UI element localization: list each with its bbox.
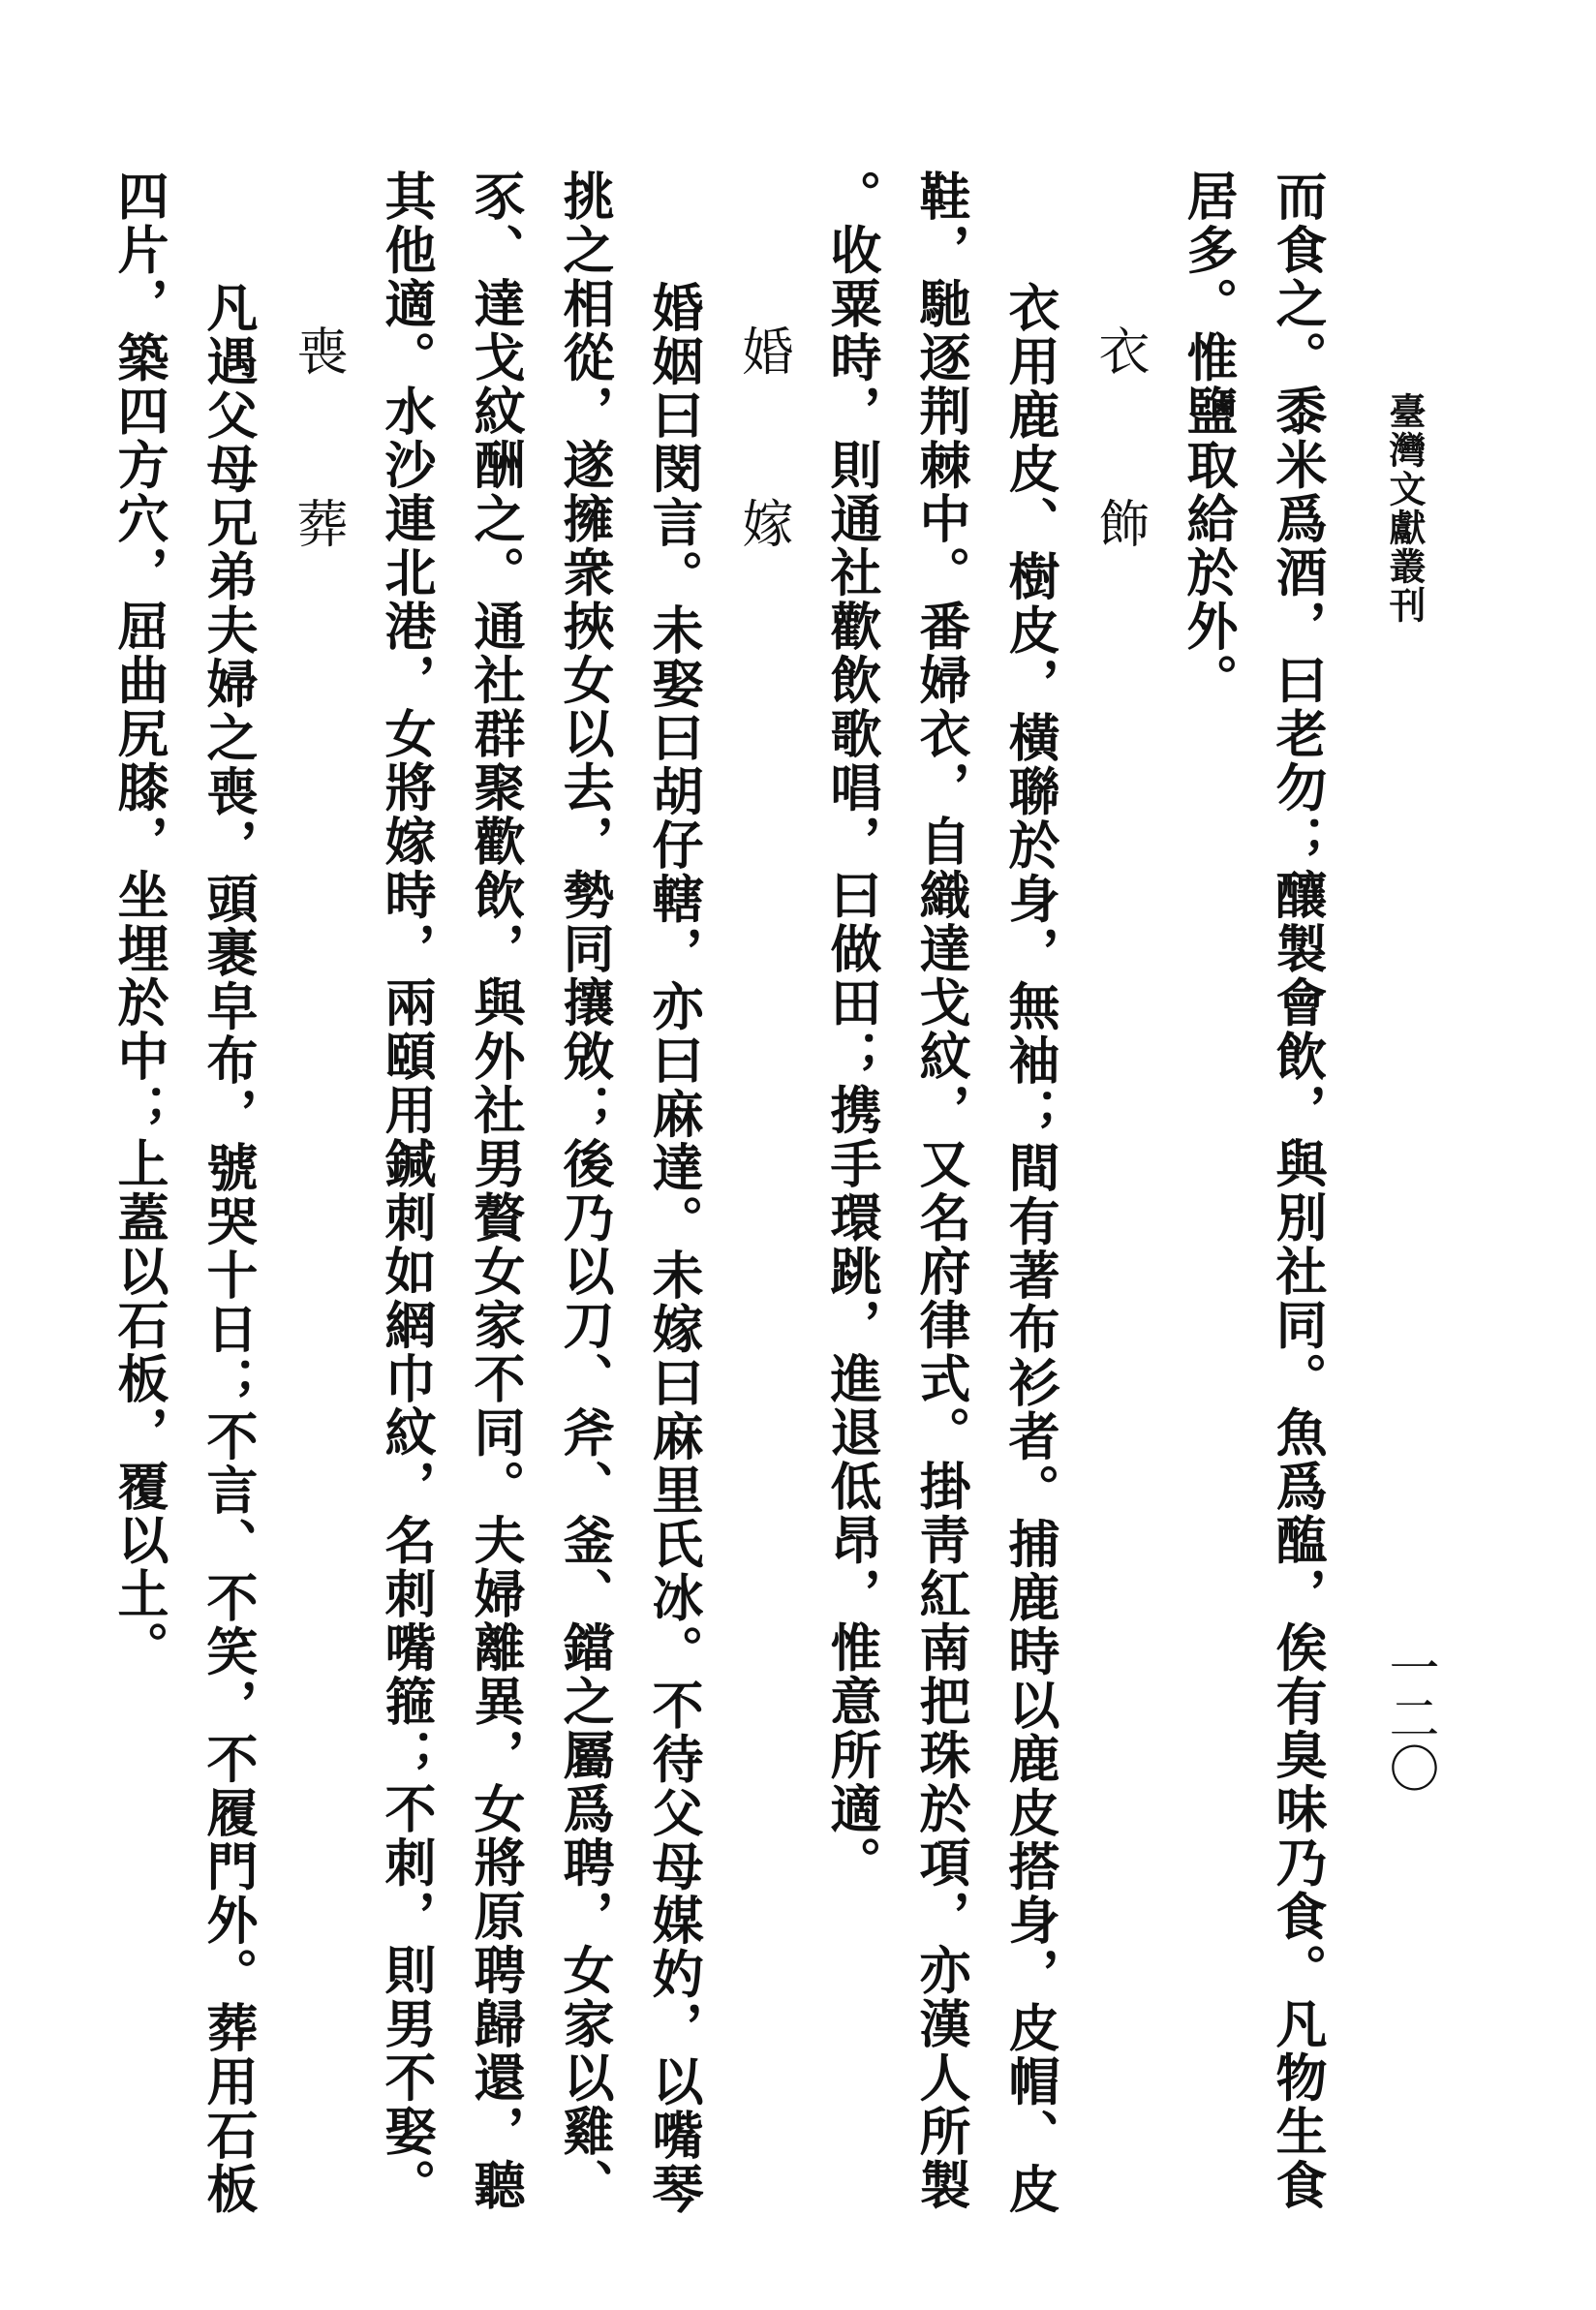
text-column-10: 豕、達戈紋酬之。通社群聚歡飲，與外社男贅女家不同。夫婦離異，女將原聘歸還，聽 (466, 169, 526, 2212)
text-column-1: 而食之。黍米爲酒，曰老勿；釀製會飲，與別社同。魚爲醢，俟有臭味乃食。凡物生食 (1268, 169, 1328, 2212)
text-column-5: 鞋，馳逐荆棘中。番婦衣，自織達戈紋，又名府律式。掛靑紅南把珠於項，亦漢人所製 (911, 169, 971, 2212)
text-column-11: 其他適。水沙連北港，女將嫁時，兩頤用鍼刺如網巾紋，名刺嘴箍；不刺，則男不娶。 (377, 169, 437, 2212)
text-column-6: 。收粟時，則通社歡飲歌唱，曰做田；携手環跳，進退低昂，惟意所適。 (822, 169, 882, 1890)
text-column-8: 婚姻曰閔言。未娶曰胡仔轄，亦曰麻達。未嫁曰麻里氏冰。不待父母媒妁，以嘴琴 (644, 281, 704, 2216)
text-column-13: 凡遇父母兄弟夫婦之喪，頭裹皁布，號哭十日；不言、不笑，不履門外。葬用石板 (199, 281, 259, 2216)
page-number: 一二〇 (1380, 1642, 1438, 1793)
section-heading-clothing: 衣 飾 (1090, 324, 1150, 583)
running-header-title: 臺灣文獻叢刊 (1383, 392, 1427, 625)
text-column-4: 衣用鹿皮、樹皮，橫聯於身，無袖；間有著布衫者。捕鹿時以鹿皮搭身，皮帽、皮 (1000, 281, 1060, 2216)
section-heading-marriage: 婚 嫁 (734, 324, 793, 583)
section-heading-funeral: 喪 葬 (289, 324, 348, 583)
text-column-14: 四片，築四方穴，屈曲尻膝，坐埋於中；上蓋以石板，覆以土。 (109, 169, 169, 1675)
text-column-9: 挑之相從，遂擁衆挾女以去，勢同攘敓；後乃以刀、斧、釜、鐺之屬爲聘，女家以雞、 (555, 169, 615, 2212)
text-column-2: 居多。惟鹽取給於外。 (1179, 169, 1239, 707)
